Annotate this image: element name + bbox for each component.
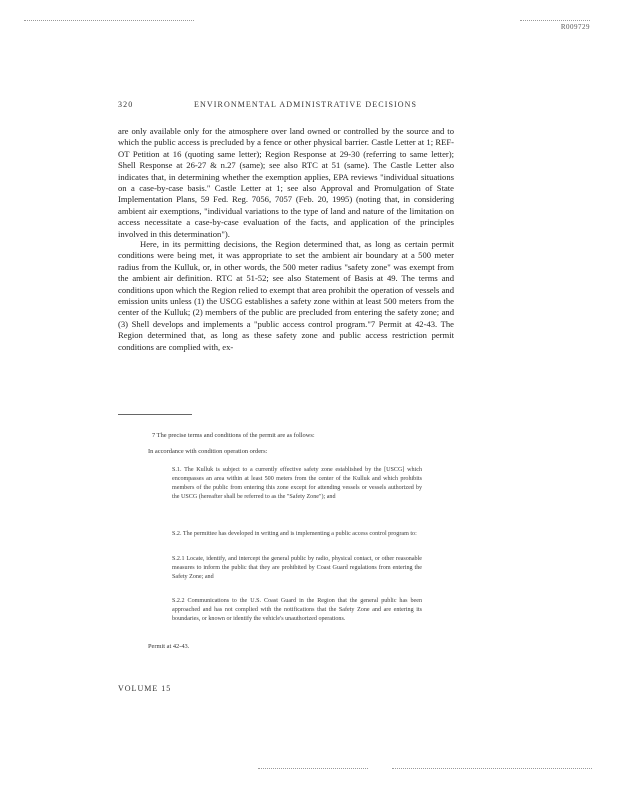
scan-artifact-bottom-right bbox=[392, 768, 592, 769]
body-paragraph-2: Here, in its permitting decisions, the Region determined that, as long as certain permit conditions were being met, it was appropriate to set the ambient air boundary at a 500 meter radius from the Kulluk, or, in other words, the 500 meter radius "safety zone" was exempt from the ambient air definition. RTC at 51-52; see also Statement of Basis at 49. The terms and conditions upon which the Region relied to exempt that area prohibit the operation of vessels and emission units unless (1) the USCG establishes a safety zone within at least 500 meters from the center of the Kulluk; (2) members of the public are precluded from entering the safety zone; and (3) Shell develops and implements a "public access control program."7 Permit at 42-43. The Region determined that, as long as these safety zone and public access restriction permit conditions are complied with, ex- bbox=[118, 239, 454, 352]
footnote-lead: In accordance with condition operation orders: bbox=[148, 448, 268, 455]
running-header bbox=[118, 100, 518, 109]
scan-artifact-top-left bbox=[24, 20, 194, 21]
footnote-quote-3: S.2.1 Locate, identify, and intercept the general public by radio, physical contact, or other reasonable measures to inform the public that they are prohibited by Coast Guard regulations from entering the Safety Zone; and bbox=[172, 556, 422, 581]
body-paragraph-1: are only available only for the atmosphere over land owned or controlled by the source and to which the public access is precluded by a fence or other physical barrier. Castle Letter at 1; REF-OT Petition at 16 (quoting same letter); Region Response at 29-30 (referring to same letter); Shell Response at 26-27 & n.27 (same); see also RTC at 51 (same). The Castle Letter also indicates that, in determining whether the exemption applies, EPA reviews "individual situations on a case-by-case basis." Castle Letter at 1; see also Approval and Promulgation of State Implementation Plans, 59 Fed. Reg. 7056, 7057 (Feb. 20, 1995) (noting that, in considering ambient air exemptions, "individual variations to the type of land and nature of the limitation on access necessitate a case-by-case evaluation of the facts, and application of the principles involved in this determination"). bbox=[118, 126, 454, 239]
scan-artifact-top-right bbox=[520, 20, 590, 21]
bates-number: R009729 bbox=[560, 23, 590, 31]
footnote-intro: 7 The precise terms and conditions of the permit are as follows: bbox=[152, 432, 315, 439]
page-number: 320 bbox=[118, 100, 134, 109]
footnote-citation: Permit at 42-43. bbox=[148, 643, 190, 650]
running-header-title: ENVIRONMENTAL ADMINISTRATIVE DECISIONS bbox=[194, 100, 418, 109]
footnote-separator bbox=[118, 414, 192, 415]
footnote-quote-2: S.2. The permittee has developed in writing and is implementing a public access control program to: bbox=[172, 531, 417, 537]
scan-artifact-bottom-left bbox=[258, 768, 368, 769]
footnote-quote-4: S.2.2 Communications to the U.S. Coast Guard in the Region that the general public has been approached and has not complied with the notifications that the Safety Zone and are entering its boundaries, or known or identify the vehicle's unauthorized operations. bbox=[172, 598, 422, 623]
footnote-quote-1: S.1. The Kulluk is subject to a currently effective safety zone established by the [USCG] which encompasses an area within at least 500 meters from the center of the Kulluk and which prohibits members of the public from entering this zone except for attending vessels or vessels authorized by the USCG (hereafter shall be referred to as the "Safety Zone"); and bbox=[172, 467, 422, 501]
volume-footer: VOLUME 15 bbox=[118, 684, 172, 693]
